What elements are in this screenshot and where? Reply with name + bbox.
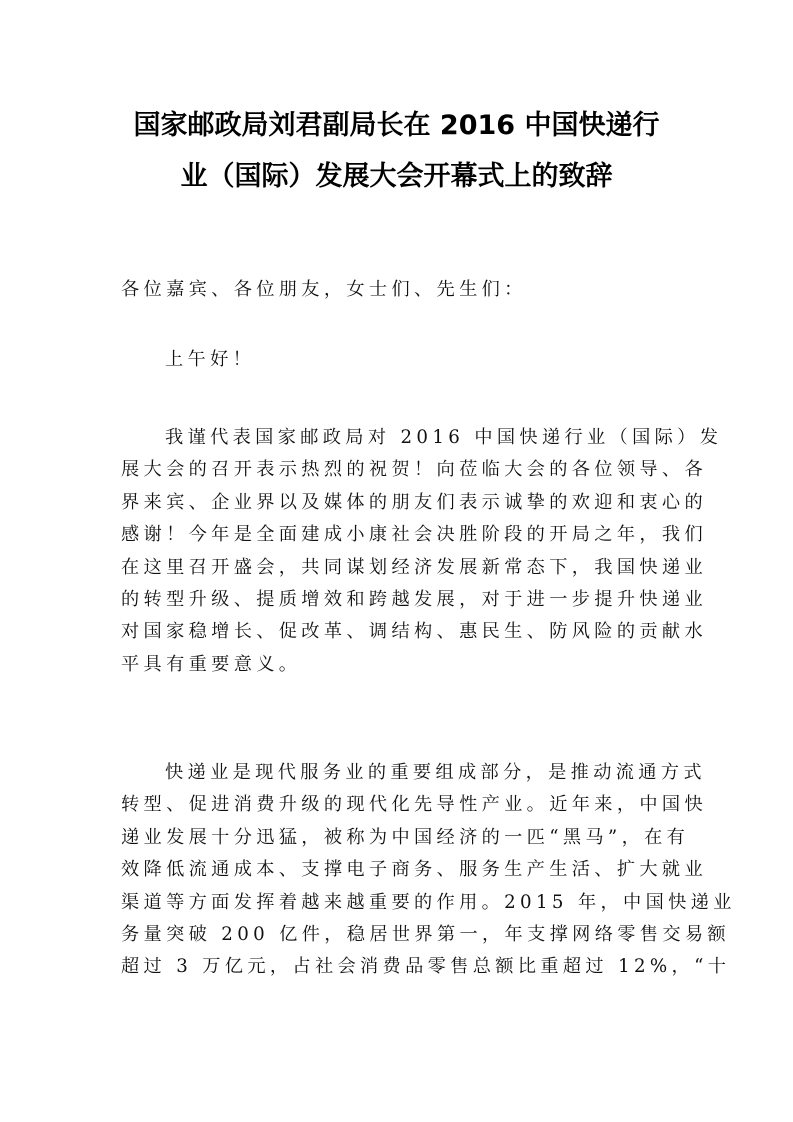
paragraph-line: 的转型升级、提质增效和跨越发展，对于进一步提升快递业 bbox=[121, 588, 707, 610]
paragraph-2 bbox=[121, 757, 736, 984]
paragraph-line: 快递业是现代服务业的重要组成部分，是推动流通方式 bbox=[165, 762, 706, 783]
salutation-text: 各位嘉宾、各位朋友，女士们、先生们： bbox=[121, 279, 527, 300]
good-morning-text: 上午好！ bbox=[165, 349, 256, 370]
paragraph-line: 平具有重要意义。 bbox=[121, 653, 302, 675]
paragraph-line: 渠道等方面发挥着越来越重要的作用。2015 年，中国快递业 bbox=[121, 891, 736, 913]
paragraph-line: 感谢！今年是全面建成小康社会决胜阶段的开局之年，我们 bbox=[121, 524, 707, 546]
paragraph-line: 务量突破 200 亿件，稳居世界第一，年支撑网络零售交易额 bbox=[121, 923, 730, 945]
title-line-2: 业（国际）发展大会开幕式上的致辞 bbox=[180, 161, 613, 192]
good-morning bbox=[121, 344, 681, 376]
salutation bbox=[121, 274, 681, 306]
paragraph-line: 递业发展十分迅猛，被称为中国经济的一匹“黑马”，在有 bbox=[121, 826, 690, 848]
paragraph-line: 超过 3 万亿元，占社会消费品零售总额比重超过 12%，“十 bbox=[121, 956, 731, 978]
paragraph-line: 界来宾、企业界以及媒体的朋友们表示诚挚的欢迎和衷心的 bbox=[121, 491, 707, 513]
paragraph-line: 对国家稳增长、促改革、调结构、惠民生、防风险的贡献水 bbox=[121, 621, 707, 643]
paragraph-line: 我谨代表国家邮政局对 2016 中国快递行业（国际）发 bbox=[165, 427, 723, 448]
paragraph-line: 展大会的召开表示热烈的祝贺！向莅临大会的各位领导、各 bbox=[121, 459, 707, 481]
paragraph-line: 转型、促进消费升级的现代化先导性产业。近年来，中国快 bbox=[121, 794, 707, 816]
document-title bbox=[100, 100, 693, 202]
title-line-1: 国家邮政局刘君副局长在 2016 中国快递行 bbox=[133, 110, 660, 141]
paragraph-line: 在这里召开盛会，共同谋划经济发展新常态下，我国快递业 bbox=[121, 556, 707, 578]
paragraph-1 bbox=[121, 422, 723, 681]
paragraph-line: 效降低流通成本、支撑电子商务、服务生产生活、扩大就业 bbox=[121, 859, 707, 881]
